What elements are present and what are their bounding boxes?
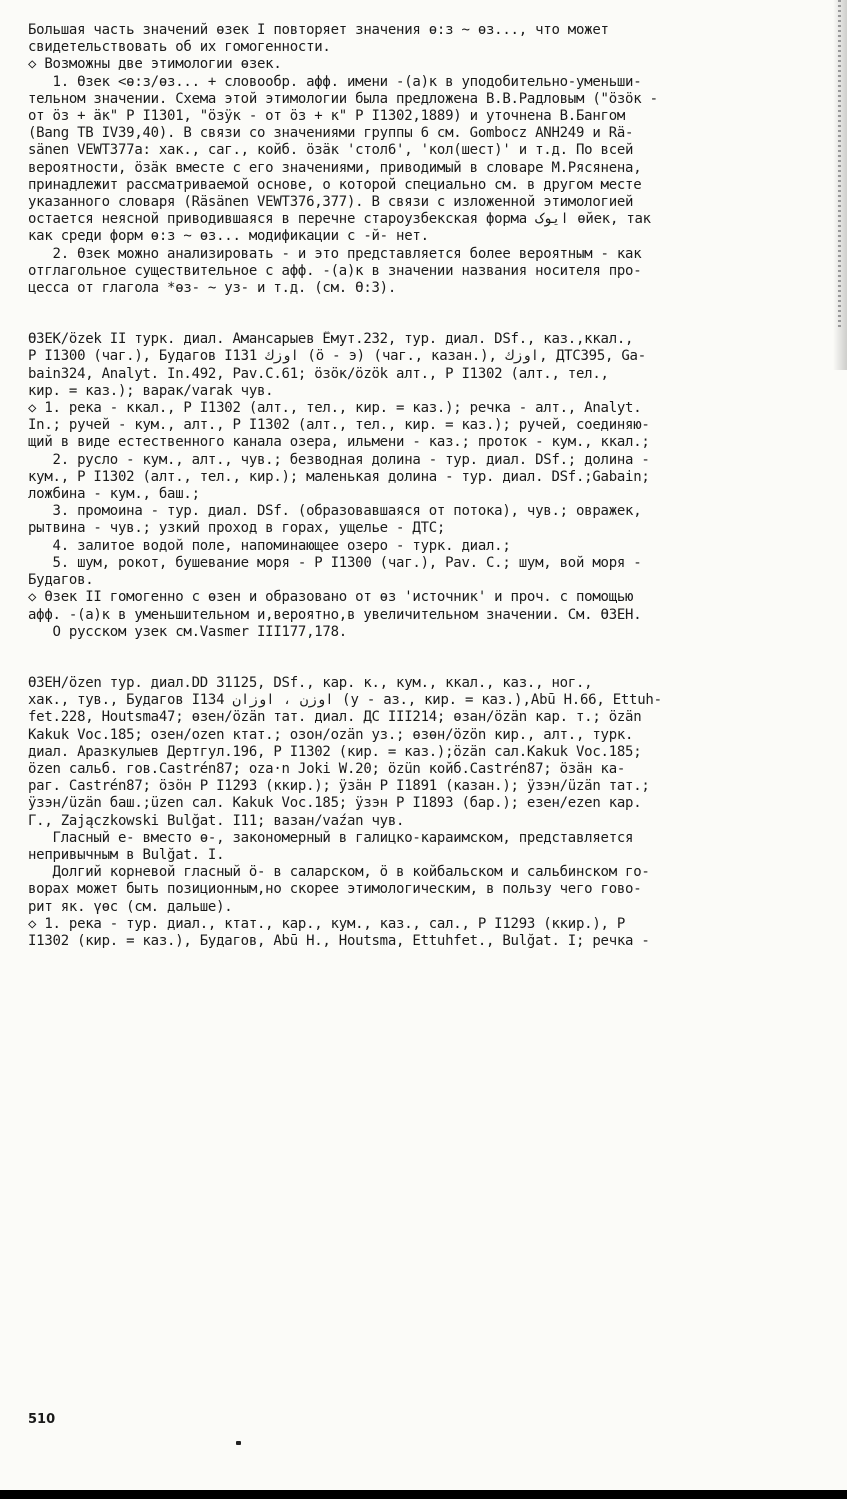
text-line: рит як. үөс (см. дальше). <box>28 898 233 915</box>
text-line: 4. залитое водой поле, напоминающее озеро - турк. диал.; <box>28 537 511 554</box>
text-line: 1. Өзек <ө:з/өз... + словообр. афф. имени -(а)к в уподобительно-уменьши- <box>28 73 642 90</box>
entry-ozen <box>28 675 820 950</box>
text-line: fet.228, Houtsma47; өзен/özän тат. диал. ДС III214; өзан/özän кар. т.; özän <box>28 709 642 726</box>
text-line: (Bang TB IV39,40). В связи со значениями группы 6 см. Gombocz ANH249 и Rä- <box>28 125 634 142</box>
text-line: хак., тув., Будагов I134 اوزن ، اوزان (у - аз., кир. = каз.),Abū H.66, Ettuh- <box>28 692 662 709</box>
text-line: ◇ 1. река - ккал., Р I1302 (алт., тел., кир. = каз.); речка - алт., Analyt. <box>28 400 642 417</box>
text-line: цесса от глагола *өз- ~ уз- и т.д. (см. Ө:З). <box>28 280 397 297</box>
text-line: Гласный е- вместо ө-, закономерный в галицко-караимском, представляется <box>28 829 634 846</box>
text-line: рытвина - чув.; узкий проход в горах, ущелье - ДТС; <box>28 520 446 537</box>
text-line: 2. русло - кум., алт., чув.; безводная долина - тур. диал. DSf.; долина - <box>28 451 650 468</box>
text-line: ворах может быть позиционным,но скорее этимологическим, в пользу чего гово- <box>28 881 642 898</box>
entry-ozek-i-etymology <box>28 22 820 297</box>
text-line: In.; ручей - кум., алт., Р I1302 (алт., тел., кир. = каз.); ручей, соединяю- <box>28 417 650 434</box>
dictionary-text <box>28 22 820 950</box>
text-line: ӨЗЕК/ӧzek II турк. диал. Амансарыев Ёмут.232, тур. диал. DSf., каз.,ккал., <box>28 331 634 348</box>
text-line: ◇ Возможны две этимологии өзек. <box>28 56 282 73</box>
text-line: ◇ Өзек II гомогенно с өзен и образовано от өз 'источник' и проч. с помощью <box>28 589 634 606</box>
text-line: ложбина - кум., баш.; <box>28 486 200 503</box>
text-line: 5. шум, рокот, бушевание моря - Р I1300 (чаг.), Pav. C.; шум, вой моря - <box>28 554 642 571</box>
text-line: как среди форм ө:з ~ өз... модификации с -й- нет. <box>28 228 429 245</box>
text-line: I1302 (кир. = каз.), Будагов, Abū H., Houtsma, Ettuhfet., Bulğat. I; речка - <box>28 932 650 949</box>
scan-edge-stripe <box>838 0 841 330</box>
text-line: тельном значении. Схема этой этимологии была предложена В.В.Радловым ("ӧзӧк - <box>28 90 658 107</box>
text-line: Г., Zajączkowski Bulğat. I11; вазан/vaźan чув. <box>28 812 405 829</box>
page-number: 510 <box>28 1412 56 1427</box>
text-line: özen сальб. гов.Castrén87; oza·n Joki W.20; özün койб.Castrén87; öзäн ка- <box>28 760 626 777</box>
text-line: 3. промоина - тур. диал. DSf. (образовавшаяся от потока), чув.; овражек, <box>28 503 642 520</box>
text-line: кир. = каз.); варак/varak чув. <box>28 382 274 399</box>
text-line: щий в виде естественного канала озера, ильмени - каз.; проток - кум., ккал.; <box>28 434 650 451</box>
text-line: раг. Castrén87; ӧзӧн Р I1293 (ккир.); ӱзäн Р I1891 (казан.); ӱзэн/üzän тат.; <box>28 778 650 795</box>
scan-dot <box>236 1441 241 1445</box>
text-line: sänen VEWT377а: хак., саг., койб. öзäк 'стол6', 'кол(шест)' и т.д. По всей <box>28 142 634 159</box>
text-line: принадлежит рассматриваемой основе, о которой специально см. в другом месте <box>28 176 642 193</box>
text-line: указанного словаря (Räsänen VEWT376,377). В связи с изложенной этимологией <box>28 194 634 211</box>
text-line: Долгий корневой гласный ӧ- в саларском, ȫ в койбальском и сальбинском го- <box>28 864 650 881</box>
text-line: bain324, Analyt. In.492, Pav.C.61; ӧзӧк/ӧzӧk алт., Р I1302 (алт., тел., <box>28 365 609 382</box>
text-line: ӨЗЕН/özen тур. диал.DD 31125, DSf., кар. к., кум., ккал., каз., ног., <box>28 674 593 691</box>
text-line: афф. -(а)к в уменьшительном и,вероятно,в увеличительном значении. См. ӨЗЕН. <box>28 606 642 623</box>
text-line: Р I1300 (чаг.), Будагов I131 اوزك (ӧ - э) (чаг., казан.), اوزك, ДТС395, Ga- <box>28 348 646 365</box>
text-line: кум., Р I1302 (алт., тел., кир.); маленькая долина - тур. диал. DSf.;Gabain; <box>28 468 650 485</box>
text-line: отглагольное существительное с афф. -(а)к в значении названия носителя про- <box>28 262 642 279</box>
text-line: от ӧз + ӓк" Р I1301, "ӧзӱк - от ӧз + к" Р I1302,1889) и уточнена В.Бангом <box>28 108 626 125</box>
text-line: ӱзэн/üzän баш.;üzen сал. Kakuk Voc.185; ӱзэн Р I1893 (бар.); езен/ezen кар. <box>28 795 642 812</box>
text-line: остается неясной приводившаяся в перечне староузбекская форма ایوک өйек, так <box>28 211 651 228</box>
entry-ozek-ii <box>28 331 820 641</box>
text-line: ◇ 1. река - тур. диал., ктат., кар., кум., каз., сал., Р I1293 (ккир.), Р <box>28 915 626 932</box>
text-line: свидетельствовать об их гомогенности. <box>28 39 331 56</box>
text-line: 2. Өзек можно анализировать - и это представляется более вероятным - как <box>28 245 642 262</box>
text-line: О русском узек см.Vasmer III177,178. <box>28 623 347 640</box>
text-line: непривычным в Bulğat. I. <box>28 846 225 863</box>
text-line: Будагов. <box>28 572 94 589</box>
text-line: Большая часть значений өзек I повторяет значения ө:з ~ өз..., что может <box>28 22 609 38</box>
scan-bottom-bar <box>0 1490 847 1499</box>
text-line: диал. Аразкулыев Дертгул.196, Р I1302 (кир. = каз.);özän сал.Kakuk Voc.185; <box>28 743 642 760</box>
text-line: Kakuk Voc.185; озен/ozen ктат.; озон/ozän уз.; өзөн/özön кир., алт., турк. <box>28 726 634 743</box>
text-line: вероятности, öзäк вместе с его значениями, приводимый в словаре М.Рясянена, <box>28 159 642 176</box>
